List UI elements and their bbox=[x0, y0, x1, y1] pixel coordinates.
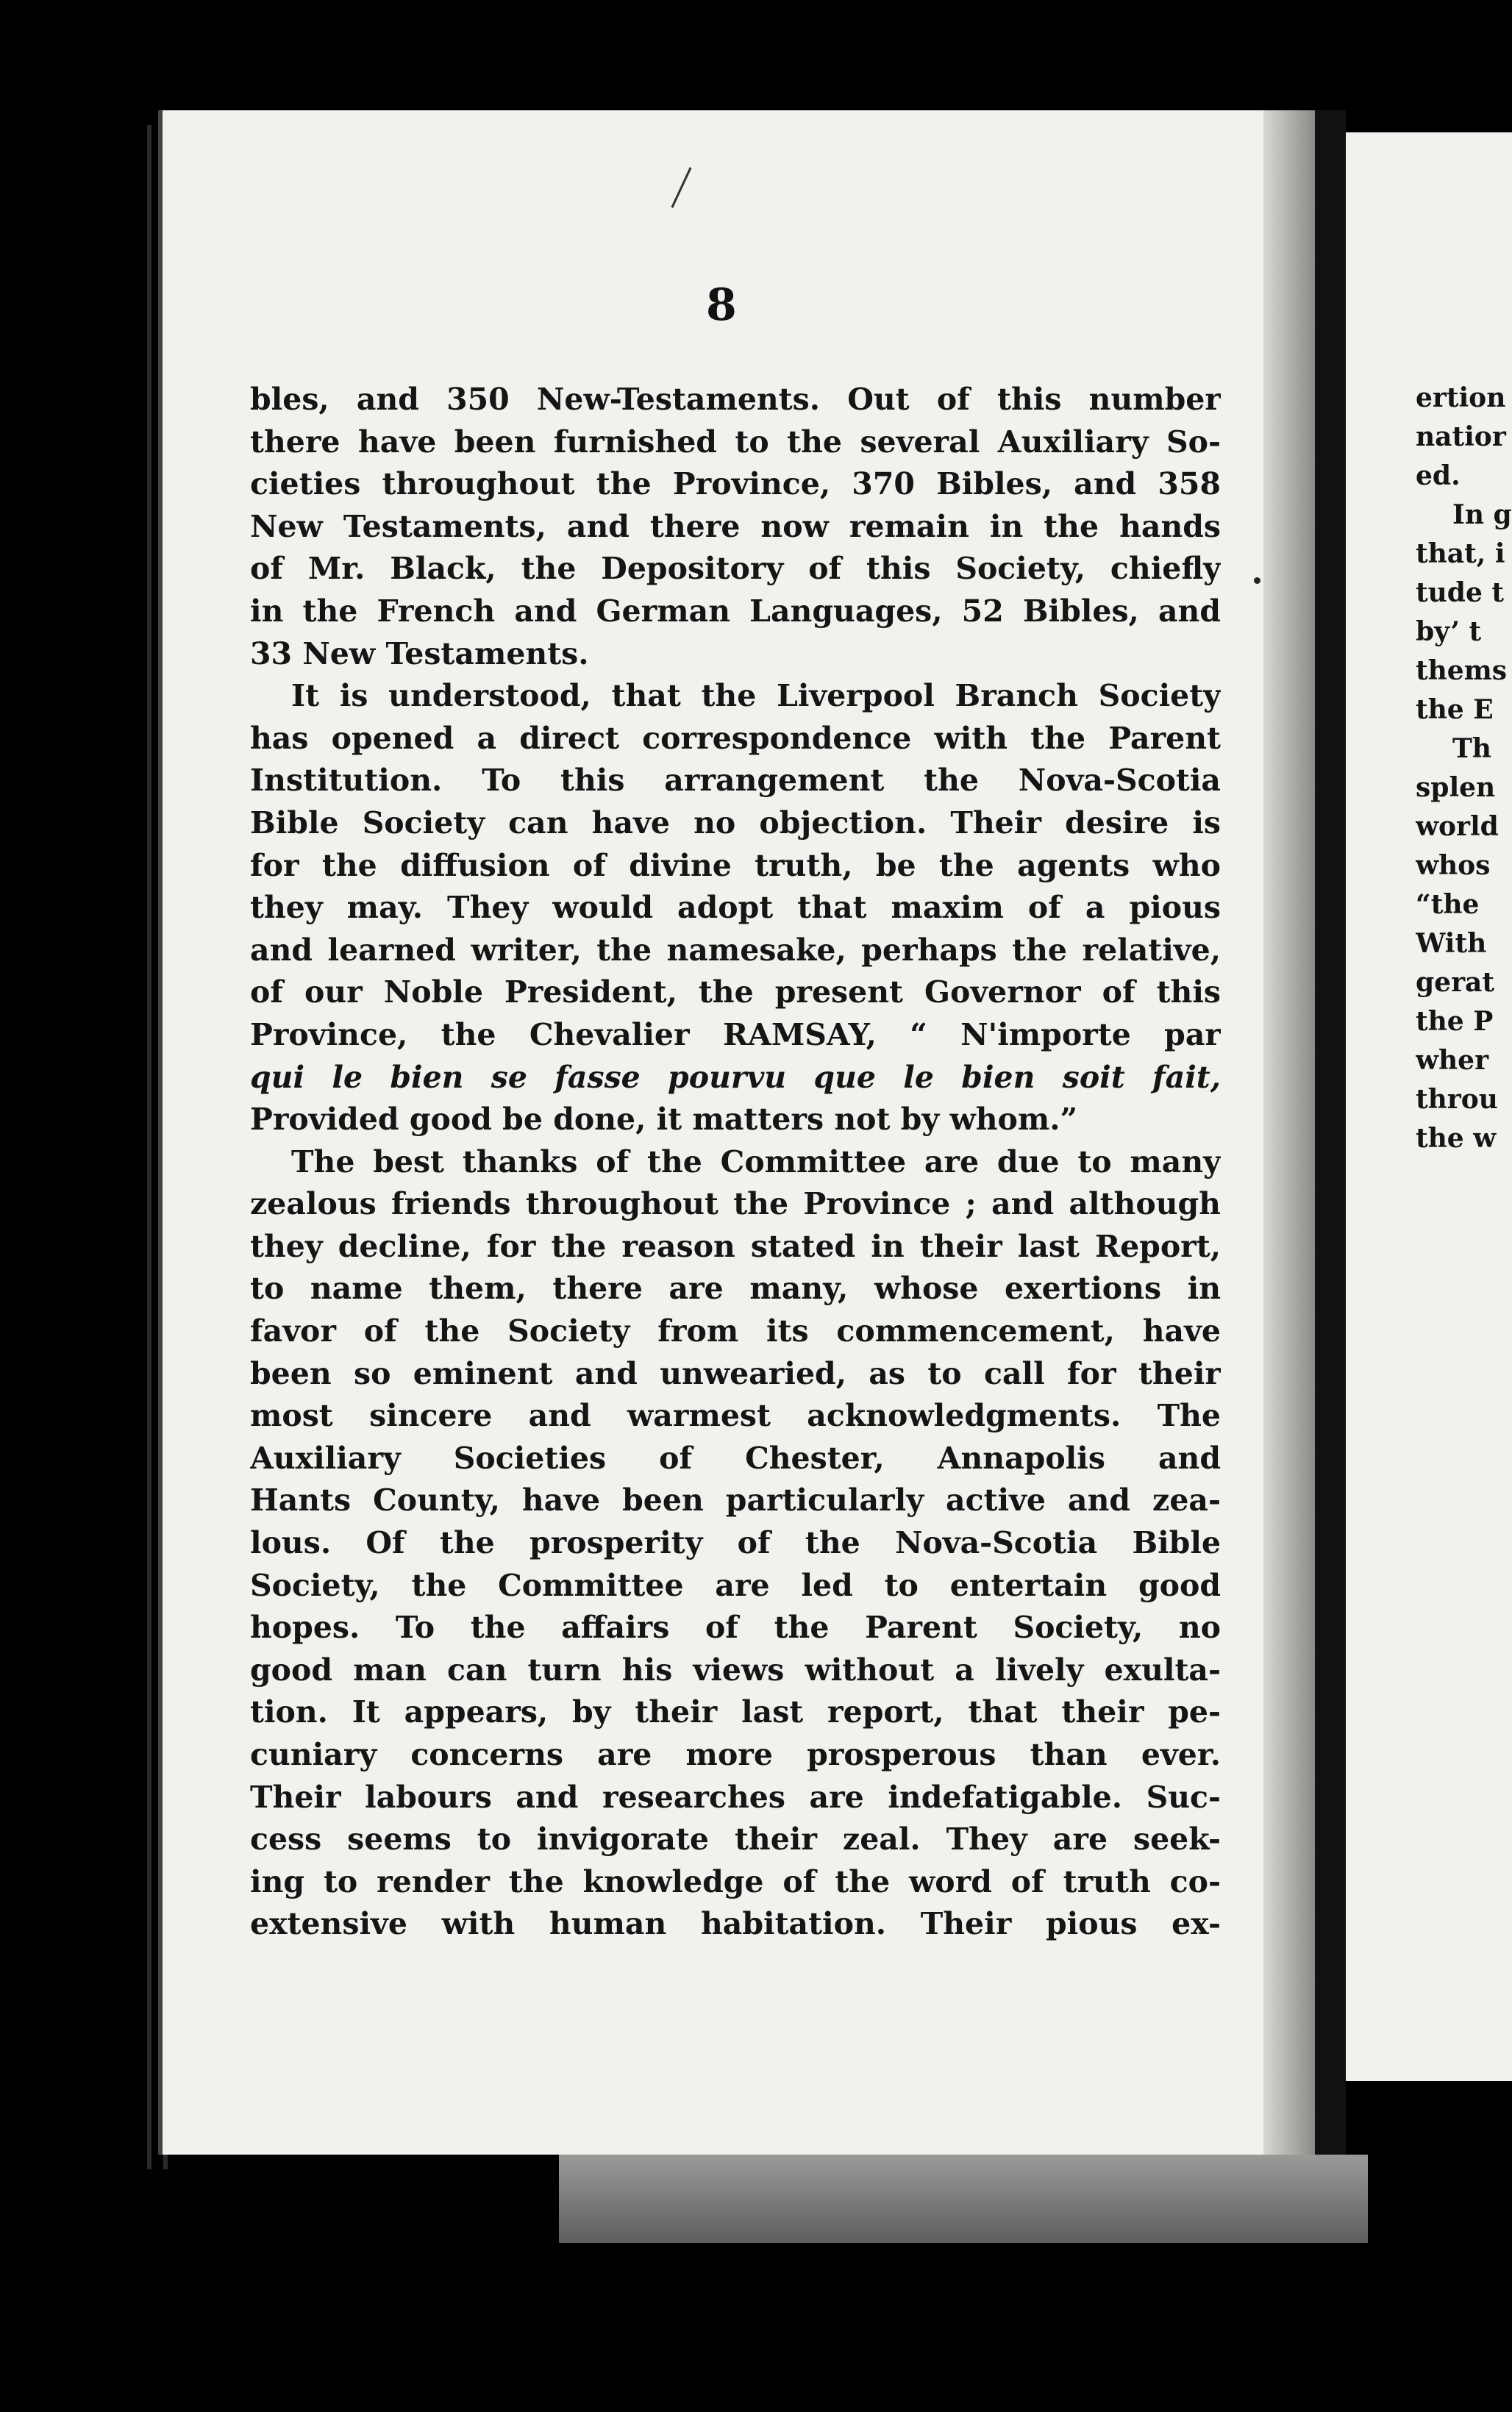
text-line: of Mr. Black, the Depository of this Society, chiefly bbox=[250, 551, 1221, 587]
text-line: for the diffusion of divine truth, be the agents who bbox=[250, 847, 1221, 883]
text-line: has opened a direct correspondence with the Parent bbox=[250, 720, 1221, 756]
text-line: most sincere and warmest acknowledgments. The bbox=[250, 1398, 1221, 1434]
text-line: hopes. To the affairs of the Parent Society, no bbox=[250, 1610, 1221, 1646]
text-line: “the bbox=[1416, 889, 1480, 920]
text-line: been so eminent and unwearied, as to call for their bbox=[250, 1355, 1221, 1391]
text-line: ed. bbox=[1416, 460, 1461, 491]
text-line: Th bbox=[1452, 733, 1491, 764]
text-line: whos bbox=[1416, 850, 1491, 881]
text-line: that, i bbox=[1416, 538, 1505, 569]
text-line: bles, and 350 New-Testaments. Out of this number bbox=[250, 382, 1221, 417]
text-line: gerat bbox=[1416, 967, 1494, 998]
text-line: ertion bbox=[1416, 382, 1506, 413]
text-line: the w bbox=[1416, 1123, 1497, 1154]
margin-dot bbox=[1254, 577, 1260, 584]
text-line: qui le bien se fasse pourvu que le bien soit fait, bbox=[250, 1059, 1221, 1095]
right-page-text-fragment bbox=[1416, 379, 1512, 1158]
text-line: zealous friends throughout the Province ; and although bbox=[250, 1186, 1221, 1222]
below-page-area bbox=[559, 2155, 1368, 2243]
text-line: they decline, for the reason stated in their last Report, bbox=[250, 1228, 1221, 1264]
binding-line bbox=[147, 125, 151, 2169]
book-gutter bbox=[1315, 110, 1346, 2155]
text-line: Provided good be done, it matters not by whom.” bbox=[250, 1102, 1078, 1138]
text-line: Society, the Committee are led to entertain good bbox=[250, 1567, 1221, 1603]
page-number: 8 bbox=[706, 279, 737, 331]
text-line: cess seems to invigorate their zeal. They are seek- bbox=[250, 1822, 1221, 1858]
text-line: by’ t bbox=[1416, 616, 1482, 647]
text-line: Auxiliary Societies of Chester, Annapolis and bbox=[250, 1440, 1221, 1476]
text-line: Hants County, have been particularly active and zea- bbox=[250, 1482, 1221, 1519]
text-line: Bible Society can have no objection. Their desire is bbox=[250, 804, 1221, 841]
text-line: extensive with human habitation. Their pious ex- bbox=[250, 1906, 1221, 1942]
text-line: In g bbox=[1452, 499, 1512, 530]
text-line: Province, the Chevalier RAMSAY, “ N'importe par bbox=[250, 1016, 1221, 1052]
text-line: thems bbox=[1416, 655, 1508, 686]
text-line: world bbox=[1416, 811, 1499, 842]
text-line: Their labours and researches are indefatigable. Suc- bbox=[250, 1779, 1221, 1815]
text-line: New Testaments, and there now remain in the hands bbox=[250, 508, 1221, 544]
text-line: and learned writer, the namesake, perhaps the relative, bbox=[250, 932, 1221, 968]
text-line: good man can turn his views without a lively exulta- bbox=[250, 1652, 1221, 1688]
text-line: the E bbox=[1416, 694, 1494, 725]
text-line: natior bbox=[1416, 421, 1506, 452]
page-edge-shadow bbox=[1263, 110, 1315, 2155]
text-line: With bbox=[1416, 928, 1487, 959]
text-line: tude t bbox=[1416, 577, 1505, 608]
text-line: cieties throughout the Province, 370 Bibles, and 358 bbox=[250, 466, 1221, 502]
text-line: of our Noble President, the present Governor of this bbox=[250, 974, 1221, 1010]
text-line: wher bbox=[1416, 1045, 1489, 1076]
text-line: 33 New Testaments. bbox=[250, 635, 589, 671]
text-line: they may. They would adopt that maxim of a pious bbox=[250, 890, 1221, 926]
text-line: throu bbox=[1416, 1084, 1498, 1115]
text-line: splen bbox=[1416, 772, 1496, 803]
text-line: tion. It appears, by their last report, that their pe- bbox=[250, 1694, 1221, 1730]
text-line: the P bbox=[1416, 1006, 1494, 1037]
text-line: Institution. To this arrangement the Nova-Scotia bbox=[250, 763, 1221, 799]
text-line: in the French and German Languages, 52 Bibles, and bbox=[250, 593, 1221, 629]
main-text-block bbox=[250, 379, 1221, 1946]
text-line: to name them, there are many, whose exertions in bbox=[250, 1271, 1221, 1307]
text-line: The best thanks of the Committee are due to many bbox=[291, 1143, 1221, 1180]
text-line: there have been furnished to the several Auxiliary So- bbox=[250, 424, 1221, 460]
text-line: lous. Of the prosperity of the Nova-Scotia Bible bbox=[250, 1525, 1221, 1561]
text-line: cuniary concerns are more prosperous than ever. bbox=[250, 1737, 1221, 1772]
text-line: It is understood, that the Liverpool Branch Society bbox=[291, 678, 1221, 714]
text-line: ing to render the knowledge of the word of truth co- bbox=[250, 1863, 1221, 1899]
text-line: favor of the Society from its commencement, have bbox=[250, 1313, 1221, 1349]
